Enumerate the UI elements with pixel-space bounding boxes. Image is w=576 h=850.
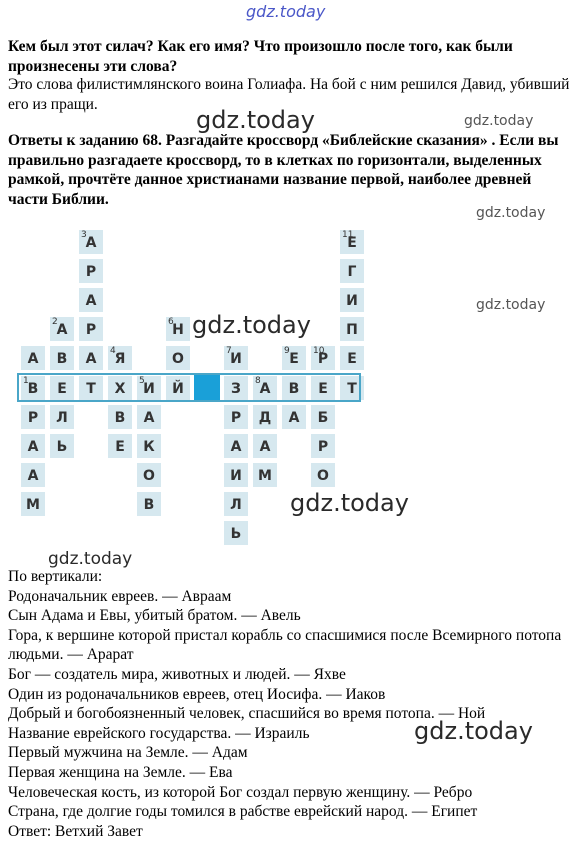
question-answer: Это слова филистимлянского воина Голиафа. На бой с ним решился Давид, убивший его из пращи. — [8, 76, 570, 113]
crossword-cell: 7 И — [223, 345, 249, 371]
crossword-cell: 3 А — [78, 229, 104, 255]
crossword-cell: К — [136, 433, 162, 459]
crossword-cell: О — [136, 462, 162, 488]
answer-line: Человеческая кость, из которой Бог создал первую женщину. — Ребро — [8, 783, 473, 801]
crossword-cell: В — [136, 491, 162, 517]
crossword-cell: Х — [107, 375, 133, 401]
crossword-cell: А — [20, 433, 46, 459]
crossword-cell: Е — [339, 345, 365, 371]
crossword-cell: Б — [310, 404, 336, 430]
crossword-cell: Т — [78, 375, 104, 401]
crossword-cell: 4 Я — [107, 345, 133, 371]
watermark-9: gdz.today — [414, 717, 533, 745]
answer-line: Первый мужчина на Земле. — Адам — [8, 744, 248, 762]
crossword-cell: 10 Р — [310, 345, 336, 371]
crossword-cell: 9 Е — [281, 345, 307, 371]
crossword-cell: Р — [223, 404, 249, 430]
crossword-cell: А — [20, 345, 46, 371]
watermark-6: gdz.today — [192, 311, 311, 339]
final-answer: Ответ: Ветхий Завет — [8, 822, 143, 840]
answers-header: По вертикали: — [8, 568, 103, 585]
answer-line: Первая женщина на Земле. — Ева — [8, 763, 233, 781]
crossword-cell: А — [20, 462, 46, 488]
crossword-cell: Е — [49, 375, 75, 401]
answer-line: Добрый и богобоязненный человек, спасшийся во время потопа. — Ной — [8, 705, 486, 723]
crossword-cell: А — [281, 404, 307, 430]
answer-line: Бог — создатель мира, животных и людей. — Яхве — [8, 665, 346, 683]
crossword-cell: В — [107, 404, 133, 430]
crossword-cell: Ь — [49, 433, 75, 459]
answer-line: Родоначальник евреев. — Авраам — [8, 587, 232, 605]
crossword-cell: З — [223, 375, 249, 401]
answers-list — [8, 567, 574, 841]
crossword-cell: Г — [339, 258, 365, 284]
crossword-cell: Ь — [223, 520, 249, 546]
crossword-cell: О — [310, 462, 336, 488]
crossword-cell: А — [223, 433, 249, 459]
watermark-8: gdz.today — [48, 549, 133, 569]
answer-line: Гора, к вершине которой пристал корабль со спасшимися после Всемирного потопа людьми. — Арарат — [8, 626, 562, 664]
crossword-cell: 11 Е — [339, 229, 365, 255]
crossword-cell: В — [49, 345, 75, 371]
watermark-top: gdz.today — [246, 2, 326, 21]
crossword-cell: 1 В — [20, 375, 46, 401]
crossword-cell: И — [339, 287, 365, 313]
crossword-cell: О — [165, 345, 191, 371]
watermark-4: gdz.today — [476, 205, 546, 221]
crossword-cell: П — [339, 316, 365, 342]
answer-line: Сын Адама и Евы, убитый братом. — Авель — [8, 607, 301, 625]
crossword-cell: Л — [223, 491, 249, 517]
crossword-cell: И — [223, 462, 249, 488]
crossword-cell: М — [252, 462, 278, 488]
watermark-7: gdz.today — [290, 489, 409, 517]
crossword-blank-cell — [194, 375, 220, 401]
crossword-cell: Е — [310, 375, 336, 401]
watermark-5: gdz.today — [476, 297, 546, 313]
answer-line: Страна, где долгие годы томился в рабстве еврейский народ. — Египет — [8, 803, 478, 821]
crossword-cell: Т — [339, 375, 365, 401]
crossword-cell: Р — [78, 258, 104, 284]
crossword-cell: А — [78, 287, 104, 313]
crossword-cell: А — [78, 345, 104, 371]
crossword-cell: М — [20, 491, 46, 517]
question-heading: Кем был этот силач? Как его имя? Что произошло после того, как были произнесены эти слова? — [8, 38, 513, 75]
crossword-cell: Р — [78, 316, 104, 342]
crossword-cell: А — [136, 404, 162, 430]
crossword-cell: Л — [49, 404, 75, 430]
crossword-cell: Р — [310, 433, 336, 459]
crossword-cell: А — [252, 433, 278, 459]
crossword-cell: Е — [107, 433, 133, 459]
crossword-cell: 8 А — [252, 375, 278, 401]
crossword-cell: Й — [165, 375, 191, 401]
answer-line: Название еврейского государства. — Израиль — [8, 724, 310, 742]
task68-heading: Ответы к заданию 68. Разгадайте кроссворд «Библейские сказания» . Если вы правильно разгадаете кроссворд, то в клетках по горизонтали, выделенных рамкой, прочтёте данное христианами название первой, наиболее древней части Библии. — [8, 132, 559, 208]
answer-line: Один из родоначальников евреев, отец Иосифа. — Иаков — [8, 685, 386, 703]
crossword-cell: В — [281, 375, 307, 401]
crossword-cell: 2 А — [49, 316, 75, 342]
crossword-cell: Р — [20, 404, 46, 430]
crossword-cell: 6 Н — [165, 316, 191, 342]
crossword-cell: Д — [252, 404, 278, 430]
watermark-3: gdz.today — [464, 113, 534, 129]
crossword-cell: 5 И — [136, 375, 162, 401]
watermark-2: gdz.today — [196, 106, 315, 134]
